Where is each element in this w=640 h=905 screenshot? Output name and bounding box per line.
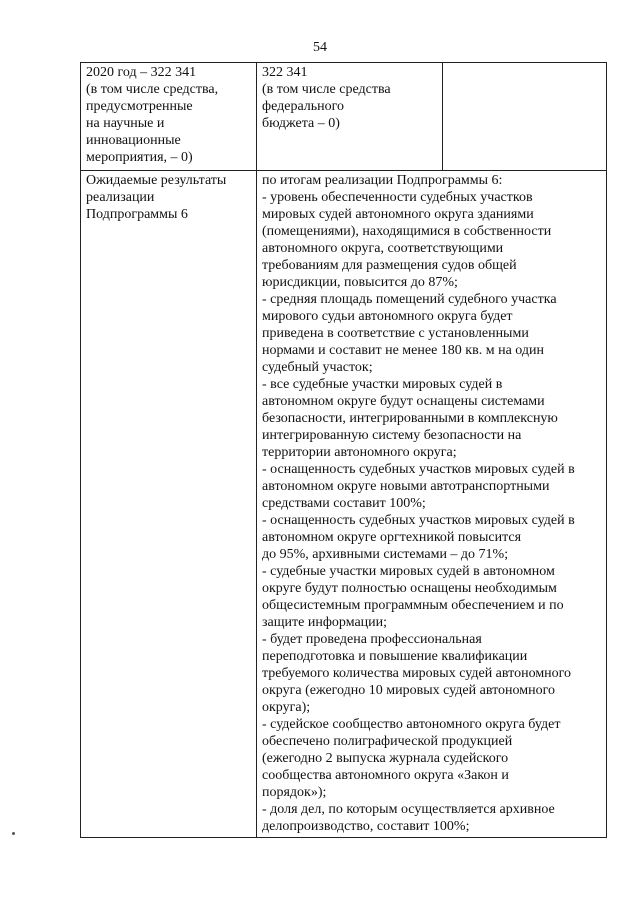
text-line: федерального bbox=[262, 99, 345, 114]
text-line: - будет проведена профессиональная bbox=[262, 632, 482, 647]
table-row-funding-2020 bbox=[81, 63, 607, 171]
text-line: 2020 год – 322 341 bbox=[86, 65, 197, 80]
expected-results-label bbox=[86, 172, 251, 223]
expected-results-content bbox=[262, 172, 601, 835]
text-line: - средняя площадь помещений судебного участка bbox=[262, 292, 557, 307]
text-line: судебный участок; bbox=[262, 360, 373, 375]
cell-year-total bbox=[81, 63, 257, 171]
cell-empty bbox=[443, 63, 607, 171]
cell-federal-budget bbox=[257, 63, 443, 171]
text-line: до 95%, архивными системами – до 71%; bbox=[262, 547, 509, 562]
text-line: - оснащенность судебных участков мировых судей в bbox=[262, 513, 575, 528]
text-line: нормами и составит не менее 180 кв. м на один bbox=[262, 343, 544, 358]
text-line: средствами составит 100%; bbox=[262, 496, 426, 511]
subprogram-table bbox=[80, 62, 607, 838]
text-line: требованиям для размещения судов общей bbox=[262, 258, 517, 273]
text-line: переподготовка и повышение квалификации bbox=[262, 649, 528, 664]
table-row-expected-results bbox=[81, 171, 607, 838]
text-line: округа (ежегодно 10 мировых судей автономного bbox=[262, 683, 555, 698]
text-line: - судебные участки мировых судей в автономном bbox=[262, 564, 555, 579]
text-line: автономном округе будут оснащены системами bbox=[262, 394, 545, 409]
text-line: мирового судьи автономного округа будет bbox=[262, 309, 513, 324]
text-line: предусмотренные bbox=[86, 99, 193, 114]
text-line: автономном округе новыми автотранспортными bbox=[262, 479, 550, 494]
text-line: обеспечено полиграфической продукцией bbox=[262, 734, 513, 749]
text-line: делопроизводство, составит 100%; bbox=[262, 819, 470, 834]
text-line: округа); bbox=[262, 700, 311, 715]
text-line: (ежегодно 2 выпуска журнала судейского bbox=[262, 751, 509, 766]
text-line: общесистемным программным обеспечением и по bbox=[262, 598, 564, 613]
cell-expected-results-content bbox=[257, 171, 607, 838]
text-line: - судейское сообщество автономного округа будет bbox=[262, 717, 561, 732]
text-line: автономном округе оргтехникой повысится bbox=[262, 530, 522, 545]
cell-expected-results-label bbox=[81, 171, 257, 838]
cell-federal-budget-text bbox=[262, 64, 437, 132]
text-line: (в том числе средства bbox=[262, 82, 391, 97]
text-line: требуемого количества мировых судей автономного bbox=[262, 666, 572, 681]
text-line: бюджета – 0) bbox=[262, 116, 340, 131]
text-line: сообщества автономного округа «Закон и bbox=[262, 768, 509, 783]
stray-dot bbox=[12, 832, 15, 835]
text-line: автономного округа, соответствующими bbox=[262, 241, 504, 256]
page-number: 54 bbox=[313, 40, 327, 55]
cell-year-total-text bbox=[86, 64, 251, 166]
text-line: интегрированную систему безопасности на bbox=[262, 428, 522, 443]
text-line: - все судебные участки мировых судей в bbox=[262, 377, 503, 392]
text-line: мероприятия, – 0) bbox=[86, 150, 193, 165]
text-line: мировых судей автономного округа зданиями bbox=[262, 207, 534, 222]
text-line: - уровень обеспеченности судебных участков bbox=[262, 190, 533, 205]
text-line: инновационные bbox=[86, 133, 181, 148]
text-line: - оснащенность судебных участков мировых судей в bbox=[262, 462, 575, 477]
text-line: округе будут полностью оснащены необходимым bbox=[262, 581, 557, 596]
text-line: Ожидаемые результаты bbox=[86, 173, 227, 188]
text-line: (в том числе средства, bbox=[86, 82, 219, 97]
text-line: 322 341 bbox=[262, 65, 308, 80]
text-line: - доля дел, по которым осуществляется архивное bbox=[262, 802, 555, 817]
text-line: юрисдикции, повысится до 87%; bbox=[262, 275, 458, 290]
text-line: защите информации; bbox=[262, 615, 388, 630]
text-line: (помещениями), находящимися в собственности bbox=[262, 224, 552, 239]
text-line: безопасности, интегрированными в комплексную bbox=[262, 411, 558, 426]
text-line: приведена в соответствие с установленными bbox=[262, 326, 529, 341]
text-line: территории автономного округа; bbox=[262, 445, 457, 460]
text-line: по итогам реализации Подпрограммы 6: bbox=[262, 173, 503, 188]
text-line: Подпрограммы 6 bbox=[86, 207, 188, 222]
text-line: реализации bbox=[86, 190, 155, 205]
text-line: на научные и bbox=[86, 116, 165, 131]
text-line: порядок»); bbox=[262, 785, 327, 800]
